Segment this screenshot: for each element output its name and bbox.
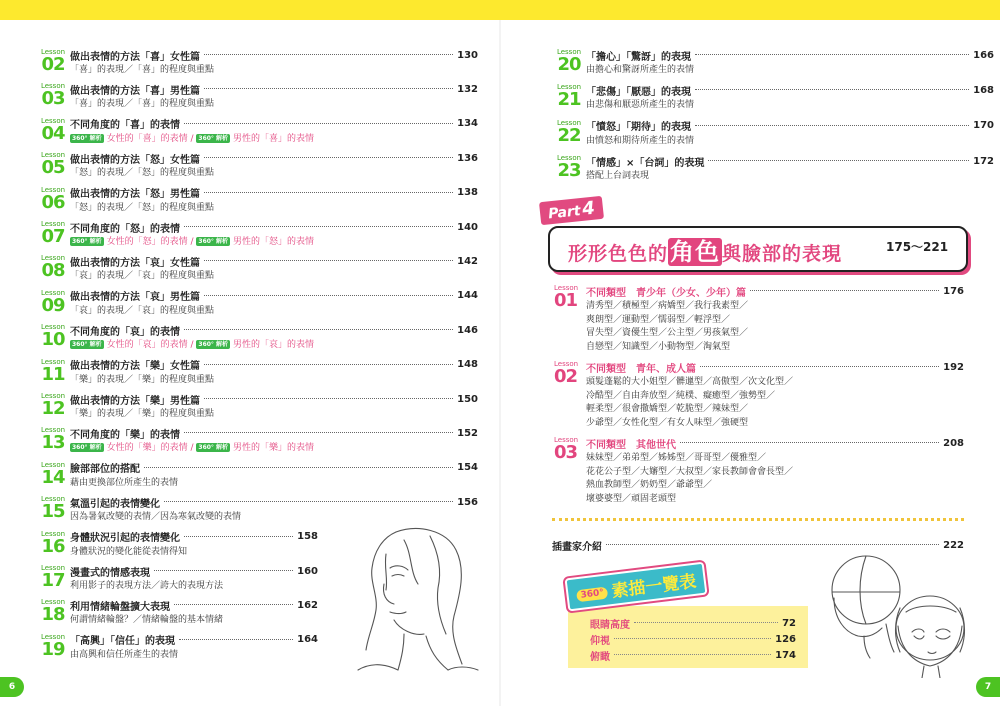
toc-entry-lesson-13[interactable] bbox=[38, 426, 478, 460]
lesson-number-badge: Lesson 06 bbox=[40, 185, 66, 213]
lesson-number-badge: Lesson 01 bbox=[554, 284, 579, 311]
lesson-number-badge: Lesson 13 bbox=[40, 426, 66, 454]
leader-dots bbox=[695, 119, 969, 126]
type-list-line: 自戀型／知識型／小動物型／淘氣型 bbox=[586, 341, 731, 352]
lesson-number-badge: Lesson 08 bbox=[40, 254, 66, 282]
leader-dots bbox=[179, 633, 293, 640]
toc-entry-lesson-16[interactable] bbox=[38, 530, 318, 564]
entry-subtitle: 何謂情緒輪盤？／情緒輪盤的基本情緒 bbox=[70, 615, 224, 626]
entry-title: 不同角度的「哀」的表情 bbox=[70, 326, 180, 338]
entry-page-number: 170 bbox=[973, 120, 994, 132]
type-list-line: 妹妹型／弟弟型／姊姊型／哥哥型／優雅型／ bbox=[586, 453, 767, 463]
leader-dots bbox=[204, 254, 453, 261]
leader-dots bbox=[204, 289, 453, 296]
leader-dots bbox=[708, 154, 969, 161]
entry-subtitle: 由高興和信任所產生的表情 bbox=[70, 649, 179, 660]
entry-title: 不同角度的「喜」的表情 bbox=[70, 120, 180, 132]
360-badge: 360° 解析 bbox=[198, 444, 229, 452]
toc-entry-lesson-10[interactable] bbox=[38, 323, 478, 357]
toc-entry-lesson-09[interactable] bbox=[38, 289, 478, 323]
toc-entry-lesson-18[interactable] bbox=[38, 598, 318, 632]
entry-page-number: 176 bbox=[943, 285, 964, 297]
lesson-number-badge: Lesson 02 bbox=[40, 48, 66, 75]
entry-subtitle: 身體狀況的變化能從表情得知 bbox=[70, 546, 188, 557]
artist-intro-page: 222 bbox=[943, 539, 964, 551]
toc-entry-lesson-06[interactable] bbox=[38, 186, 478, 220]
entry-subtitle: 因為暑氣改變的表情／因為寒氣改變的表情 bbox=[70, 512, 242, 523]
entry-page-number: 166 bbox=[973, 49, 994, 61]
sketch-index-row[interactable] bbox=[590, 632, 796, 646]
part-4-title[interactable]: 形形色色的角色 與臉部的表現 bbox=[568, 238, 843, 266]
leader-dots bbox=[204, 392, 453, 399]
entry-title: 漫畫式的情感表現 bbox=[70, 567, 150, 579]
toc-entry-lesson-02[interactable] bbox=[38, 48, 478, 82]
entry-page-number: 208 bbox=[943, 437, 964, 449]
lesson-number-badge: Lesson 02 bbox=[554, 360, 579, 387]
entry-title: 「憤怒」「期待」的表現 bbox=[586, 122, 691, 134]
entry-subtitle: 搭配上台詞表現 bbox=[586, 171, 650, 182]
entry-subtitle: 「喜」的表現／「喜」的程度與重點 bbox=[70, 99, 215, 110]
toc-entry-character-type-02[interactable] bbox=[554, 360, 964, 432]
lesson-number-badge: Lesson 07 bbox=[40, 220, 66, 247]
leader-dots bbox=[750, 284, 939, 291]
leader-dots bbox=[154, 564, 293, 571]
sketch-index-title: 360° 素描一覽表 bbox=[565, 562, 708, 612]
toc-entry-lesson-05[interactable] bbox=[38, 151, 478, 185]
page-number-left: 6 bbox=[0, 677, 24, 697]
page-number-right: 7 bbox=[976, 677, 1000, 697]
leader-dots bbox=[606, 538, 939, 545]
entry-title: 身體狀況引起的表情變化 bbox=[70, 533, 180, 545]
sketch-view-label: 俯瞰 bbox=[590, 651, 610, 663]
type-list-line: 輕柔型／很會撒嬌型／乾脆型／辣妹型／ bbox=[586, 404, 749, 414]
entry-page-number: 136 bbox=[457, 152, 478, 164]
entry-title: 「悲傷」「厭惡」的表現 bbox=[586, 86, 691, 98]
lesson-number-badge: Lesson 05 bbox=[40, 151, 66, 179]
lesson-number-badge: Lesson 03 bbox=[554, 436, 579, 463]
entry-subtitle: 360° 解析 女性的「怒」的表情 / 360° 解析 男性的「怒」的表情 bbox=[72, 237, 315, 247]
toc-entry-lesson-07[interactable] bbox=[38, 220, 478, 254]
leader-dots bbox=[184, 530, 293, 537]
360-badge: 360° 解析 bbox=[72, 444, 102, 452]
sketch-view-label: 仰視 bbox=[590, 635, 610, 647]
type-list-line: 冷酷型／自由奔放型／純樸、癡癒型／強勢型／ bbox=[586, 390, 776, 401]
entry-title: 不同角度的「樂」的表情 bbox=[70, 429, 180, 441]
leader-dots bbox=[680, 436, 939, 443]
type-list-line: 少爺型／女性化型／有女人味型／強硬型 bbox=[586, 417, 749, 428]
toc-entry-lesson-21[interactable] bbox=[554, 83, 994, 117]
entry-title: 做出表情的方法「喜」女性篇 bbox=[70, 51, 200, 63]
entry-page-number: 142 bbox=[457, 255, 478, 267]
leader-dots bbox=[700, 360, 939, 367]
entry-page-number: 130 bbox=[457, 49, 478, 61]
360-badge: 360° 解析 bbox=[198, 238, 229, 245]
sketch-view-page: 126 bbox=[775, 633, 796, 645]
lesson-number-badge: Lesson 12 bbox=[40, 392, 66, 419]
toc-entry-character-type-01[interactable] bbox=[554, 284, 964, 356]
lesson-number-badge: Lesson 10 bbox=[40, 323, 66, 351]
360-badge: 360° bbox=[576, 587, 609, 603]
lesson-number-badge: Lesson 04 bbox=[40, 116, 66, 144]
lesson-number-badge: Lesson 11 bbox=[40, 357, 66, 385]
entry-title: 不同類型 青少年（少女、少年）篇 bbox=[586, 287, 746, 299]
entry-page-number: 144 bbox=[457, 290, 478, 302]
entry-subtitle: 藉由更換部位所產生的表情 bbox=[70, 477, 179, 488]
leader-dots bbox=[695, 83, 969, 90]
lesson-number-badge: Lesson 14 bbox=[40, 460, 66, 488]
entry-subtitle: 360° 解析 女性的「喜」的表情 / 360° 解析 男性的「喜」的表情 bbox=[72, 133, 315, 144]
lesson-number-badge: Lesson 16 bbox=[40, 529, 66, 557]
entry-subtitle: 由悲傷和厭惡所產生的表情 bbox=[586, 100, 695, 111]
entry-subtitle: 「樂」的表現／「樂」的程度與重點 bbox=[70, 409, 215, 419]
lesson-number-badge: Lesson 03 bbox=[40, 82, 66, 110]
toc-entry-lesson-17[interactable] bbox=[38, 564, 318, 598]
type-list bbox=[586, 452, 793, 506]
entry-page-number: 156 bbox=[457, 496, 478, 508]
type-list-line: 頭髮蓬鬆的大小姐型／髒邋型／高傲型／次文化型／ bbox=[586, 377, 794, 387]
entry-subtitle: 360° 解析 女性的「哀」的表情 / 360° 解析 男性的「哀」的表情 bbox=[72, 340, 315, 351]
entry-subtitle: 由憤怒和期待所產生的表情 bbox=[586, 135, 695, 146]
360-badge: 360° 解析 bbox=[72, 134, 102, 142]
toc-entry-lesson-19[interactable] bbox=[38, 633, 318, 667]
page-gutter bbox=[499, 20, 501, 706]
lesson-number-badge: Lesson 19 bbox=[40, 632, 66, 660]
sketch-index-row[interactable] bbox=[590, 616, 796, 630]
leader-dots bbox=[614, 648, 771, 655]
type-list-line: 爽朗型／運動型／懦弱型／輕浮型／ bbox=[586, 314, 731, 325]
entry-page-number: 172 bbox=[973, 155, 994, 167]
toc-entry-lesson-23[interactable] bbox=[554, 154, 994, 188]
man-portrait-illustration bbox=[338, 524, 480, 674]
leader-dots bbox=[614, 632, 771, 639]
lesson-number-badge: Lesson 09 bbox=[40, 288, 66, 316]
entry-title: 做出表情的方法「哀」女性篇 bbox=[70, 257, 200, 269]
lesson-number-badge: Lesson 21 bbox=[556, 83, 582, 111]
entry-page-number: 164 bbox=[297, 634, 318, 646]
entry-page-number: 148 bbox=[457, 359, 478, 371]
top-color-bar bbox=[0, 0, 1000, 20]
type-list bbox=[586, 300, 748, 354]
sketch-view-page: 174 bbox=[775, 649, 796, 661]
entry-title: 做出表情的方法「怒」男性篇 bbox=[70, 189, 200, 201]
entry-title: 不同角度的「怒」的表情 bbox=[70, 223, 180, 235]
entry-title: 做出表情的方法「樂」女性篇 bbox=[70, 361, 200, 373]
360-badge: 360° 解析 bbox=[72, 341, 102, 349]
sketch-view-label: 眼睛高度 bbox=[590, 619, 630, 631]
toc-entry-lesson-20[interactable] bbox=[554, 48, 994, 82]
leader-dots bbox=[164, 495, 453, 502]
type-list-line: 壞婆婆型／頑固老頭型 bbox=[586, 493, 677, 504]
entry-title: 臉部部位的搭配 bbox=[70, 464, 140, 476]
leader-dots bbox=[695, 48, 969, 55]
entry-page-number: 192 bbox=[943, 361, 964, 373]
entry-subtitle: 利用影子的表現方法／誇大的表現方法 bbox=[70, 581, 224, 591]
entry-page-number: 134 bbox=[457, 118, 478, 130]
toc-entry-lesson-12[interactable] bbox=[38, 392, 478, 426]
360-badge: 360° 解析 bbox=[72, 238, 102, 245]
toc-entry-lesson-08[interactable] bbox=[38, 254, 478, 288]
entry-subtitle: 「樂」的表現／「樂」的程度與重點 bbox=[70, 374, 215, 385]
entry-subtitle: 「喜」的表現／「喜」的程度與重點 bbox=[70, 65, 215, 75]
entry-title: 做出表情的方法「哀」男性篇 bbox=[70, 292, 200, 304]
entry-page-number: 138 bbox=[457, 187, 478, 199]
part-4-tag: Part4 bbox=[539, 196, 604, 225]
entry-subtitle: 「哀」的表現／「哀」的程度與重點 bbox=[70, 271, 215, 282]
entry-title: 氣溫引起的表情變化 bbox=[70, 498, 160, 510]
leader-dots bbox=[184, 220, 453, 227]
entry-subtitle: 「怒」的表現／「怒」的程度與重點 bbox=[70, 202, 215, 213]
leader-dots bbox=[204, 186, 453, 193]
360-badge: 360° 解析 bbox=[198, 134, 229, 142]
type-list-line: 熱血教師型／奶奶型／爺爺型／ bbox=[586, 480, 713, 490]
head-sketch-illustration bbox=[810, 548, 970, 678]
artist-intro-label: 插畫家介紹 bbox=[552, 541, 602, 553]
leader-dots bbox=[204, 82, 453, 89]
type-list-line: 清秀型／積極型／病嬌型／我行我素型／ bbox=[586, 301, 749, 311]
leader-dots bbox=[144, 461, 453, 468]
lesson-number-badge: Lesson 17 bbox=[40, 564, 66, 591]
entry-title: 做出表情的方法「喜」男性篇 bbox=[70, 85, 200, 97]
entry-title: 「擔心」「驚訝」的表現 bbox=[586, 51, 691, 63]
type-list-line: 冒失型／資優生型／公主型／男孩氣型／ bbox=[586, 328, 749, 338]
toc-entry-lesson-04[interactable] bbox=[38, 117, 478, 151]
toc-entry-lesson-14[interactable] bbox=[38, 461, 478, 495]
entry-page-number: 150 bbox=[457, 393, 478, 405]
entry-page-number: 132 bbox=[457, 83, 478, 95]
type-list bbox=[586, 376, 793, 430]
360-badge: 360° 解析 bbox=[198, 341, 229, 349]
dotted-separator bbox=[552, 518, 964, 521]
leader-dots bbox=[204, 151, 453, 158]
lesson-number-badge: Lesson 20 bbox=[556, 48, 582, 75]
lesson-number-badge: Lesson 18 bbox=[40, 598, 66, 626]
leader-dots bbox=[204, 48, 453, 55]
toc-entry-lesson-03[interactable] bbox=[38, 82, 478, 116]
entry-page-number: 146 bbox=[457, 324, 478, 336]
entry-title: 利用情緒輪盤擴大表現 bbox=[70, 601, 170, 613]
entry-subtitle: 由擔心和驚訝所產生的表情 bbox=[586, 65, 695, 75]
entry-page-number: 158 bbox=[297, 531, 318, 543]
leader-dots bbox=[184, 117, 453, 124]
leader-dots bbox=[634, 616, 778, 623]
entry-subtitle: 360° 解析 女性的「樂」的表情 / 360° 解析 男性的「樂」的表情 bbox=[72, 443, 315, 454]
toc-entry-character-type-03[interactable] bbox=[554, 436, 964, 508]
toc-entry-lesson-11[interactable] bbox=[38, 358, 478, 392]
lesson-number-badge: Lesson 15 bbox=[40, 495, 66, 523]
entry-title: 做出表情的方法「樂」男性篇 bbox=[70, 395, 200, 407]
leader-dots bbox=[184, 426, 453, 433]
leader-dots bbox=[184, 323, 453, 330]
entry-page-number: 152 bbox=[457, 427, 478, 439]
sketch-view-page: 72 bbox=[782, 617, 796, 629]
entry-subtitle: 「怒」的表現／「怒」的程度與重點 bbox=[70, 168, 215, 179]
entry-subtitle: 「哀」的表現／「哀」的程度與重點 bbox=[70, 305, 215, 316]
entry-title: 「情感」×「台詞」的表現 bbox=[586, 157, 705, 169]
entry-page-number: 154 bbox=[457, 462, 478, 474]
entry-title: 不同類型 其他世代 bbox=[586, 439, 676, 451]
toc-entry-lesson-22[interactable] bbox=[554, 119, 994, 153]
entry-page-number: 162 bbox=[297, 599, 318, 611]
leader-dots bbox=[174, 598, 293, 605]
leader-dots bbox=[204, 358, 453, 365]
entry-page-number: 168 bbox=[973, 84, 994, 96]
entry-title: 不同類型 青年、成人篇 bbox=[586, 363, 696, 375]
entry-title: 做出表情的方法「怒」女性篇 bbox=[70, 154, 200, 166]
entry-page-number: 140 bbox=[457, 221, 478, 233]
type-list-line: 花花公子型／大嬸型／大叔型／家長教師會會長型／ bbox=[586, 466, 794, 477]
entry-title: 「高興」「信任」的表現 bbox=[70, 636, 175, 648]
sketch-index-row[interactable] bbox=[590, 648, 796, 662]
lesson-number-badge: Lesson 22 bbox=[556, 118, 582, 146]
entry-page-number: 160 bbox=[297, 565, 318, 577]
part-4-page-range: 175～221 bbox=[886, 240, 949, 254]
lesson-number-badge: Lesson 23 bbox=[556, 154, 582, 182]
